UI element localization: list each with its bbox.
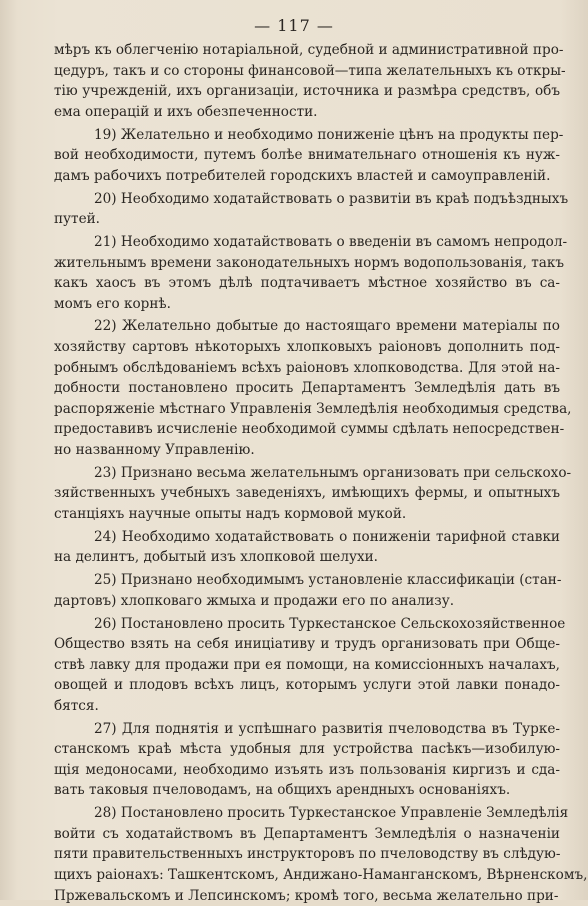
text-line: станціяхъ научные опыты надъ кормовой мукой. <box>54 506 407 522</box>
text-line: на делинтъ, добытый изъ хлопковой шелухи. <box>54 549 378 566</box>
text-line: момъ его корнѣ. <box>54 295 171 312</box>
text-line: овощей и плодовъ всѣхъ лицъ, которымъ услуги этой лавки понадо- <box>54 677 560 694</box>
paragraph-p19 <box>54 125 564 187</box>
text-line: какъ хаосъ въ этомъ дѣлѣ подтачиваетъ мѣстное хозяйство въ са- <box>54 275 560 292</box>
text-line: хозяйству сартовъ нѣкоторыхъ хлопковыхъ раіоновъ дополнить под- <box>54 339 560 356</box>
text-line: но названному Управленію. <box>54 442 255 459</box>
paragraph-p21 <box>54 232 568 314</box>
text-line: войти съ ходатайствомъ въ Департаментъ Земледѣлія о назначеніи <box>54 825 560 842</box>
text-line: предоставивъ исчисленіе необходимой суммы сдѣлать непосредствен- <box>54 421 565 438</box>
text-line: цедуръ, такъ и со стороны финансовой—типа желательныхъ къ откры- <box>54 62 566 79</box>
text-line: щія медоносами, необходимо изъять изъ пользованія киргизъ и сда- <box>54 761 560 778</box>
text-line: дартовъ) хлопковаго жмыха и продажи его по анализу. <box>54 592 455 609</box>
text-line: бятся. <box>54 697 99 714</box>
text-line: 28) Постановлено просить Туркестанское Управленіе Земледѣлія <box>94 805 569 822</box>
text-line: вать таковыя пчеловодамъ, на общихъ арендныхъ основаніяхъ. <box>54 782 511 799</box>
paragraph-p23 <box>54 463 572 525</box>
text-line: 19) Желательно и необходимо пониженіе цѣнъ на продукты пер- <box>94 126 564 143</box>
paragraph-cont <box>54 40 566 122</box>
text-line: добности постановлено просить Департаментъ Земледѣлія дать въ <box>54 380 560 397</box>
text-line: Общество взять на себя иниціативу и трудъ организовать при Обще- <box>54 636 560 653</box>
text-line: 23) Признано весьма желательнымъ организовать при сельскохо- <box>94 464 572 481</box>
text-line: 27) Для поднятія и успѣшнаго развитія пчеловодства въ Турке- <box>94 720 560 737</box>
text-line: 26) Постановлено просить Туркестанское Сельскохозяйственное <box>94 615 566 632</box>
text-line: мѣръ къ облегченію нотаріальной, судебной и административной про- <box>54 42 564 58</box>
text-line: станскомъ краѣ мѣста удобныя для устройства пасѣкъ—изобилую- <box>54 741 560 758</box>
page-number: — 117 — <box>254 16 334 35</box>
text-line: робнымъ обслѣдованіемъ всѣхъ раіоновъ хлопководства. Для этой на- <box>54 359 560 376</box>
text-line: жительнымъ времени законодательныхъ нормъ водопользованія, такъ <box>54 254 564 271</box>
text-line: 24) Необходимо ходатайствовать о пониженіи тарифной ставки <box>94 528 560 545</box>
text-line: зяйственныхъ учебныхъ заведеніяхъ, имѣющихъ фермы, и опытныхъ <box>54 485 560 502</box>
text-line: 21) Необходимо ходатайствовать о введеніи въ самомъ непродол- <box>94 233 568 250</box>
text-line: пяти правительственныхъ инструкторовъ по пчеловодству въ слѣдую- <box>54 846 561 863</box>
paragraph-p26 <box>54 614 566 717</box>
body-text <box>54 40 588 906</box>
text-line: распоряженіе мѣстнаго Управленія Земледѣлія необходимыя средства, <box>54 400 572 417</box>
paragraph-p25 <box>54 570 560 611</box>
text-line: 20) Необходимо ходатайствовать о развитіи въ краѣ подъѣздныхъ <box>94 190 569 207</box>
paragraph-p28 <box>54 803 588 906</box>
text-line: ема операцій и ихъ обезпеченности. <box>54 103 318 120</box>
text-line: ствѣ лавку для продажи при ея помощи, на комиссіонныхъ началахъ, <box>54 656 560 673</box>
paragraph-p27 <box>54 719 560 801</box>
text-line: щихъ раіонахъ: Ташкентскомъ, Андижано-Наманганскомъ, Вѣрненскомъ, <box>54 867 588 884</box>
text-line: вой необходимости, путемъ болѣе внимательнаго отношенія къ нуж- <box>54 147 560 164</box>
text-line: Пржевальскомъ и Лепсинскомъ; кромѣ того, весьма желательно при- <box>54 887 559 904</box>
paragraph-p20 <box>54 189 569 230</box>
text-line: 22) Желательно добытые до настоящаго времени матеріалы по <box>94 318 560 335</box>
paragraph-p24 <box>54 527 560 568</box>
text-line: дамъ рабочихъ потребителей городскихъ властей и самоуправленій. <box>54 167 551 184</box>
text-line: 25) Признано необходимымъ установленіе классификаціи (стан- <box>94 572 562 589</box>
paragraph-p22 <box>54 316 572 460</box>
text-line: путей. <box>54 211 101 228</box>
text-line: тію учрежденій, ихъ организаціи, источника и размѣра средствъ, объ <box>54 83 560 100</box>
